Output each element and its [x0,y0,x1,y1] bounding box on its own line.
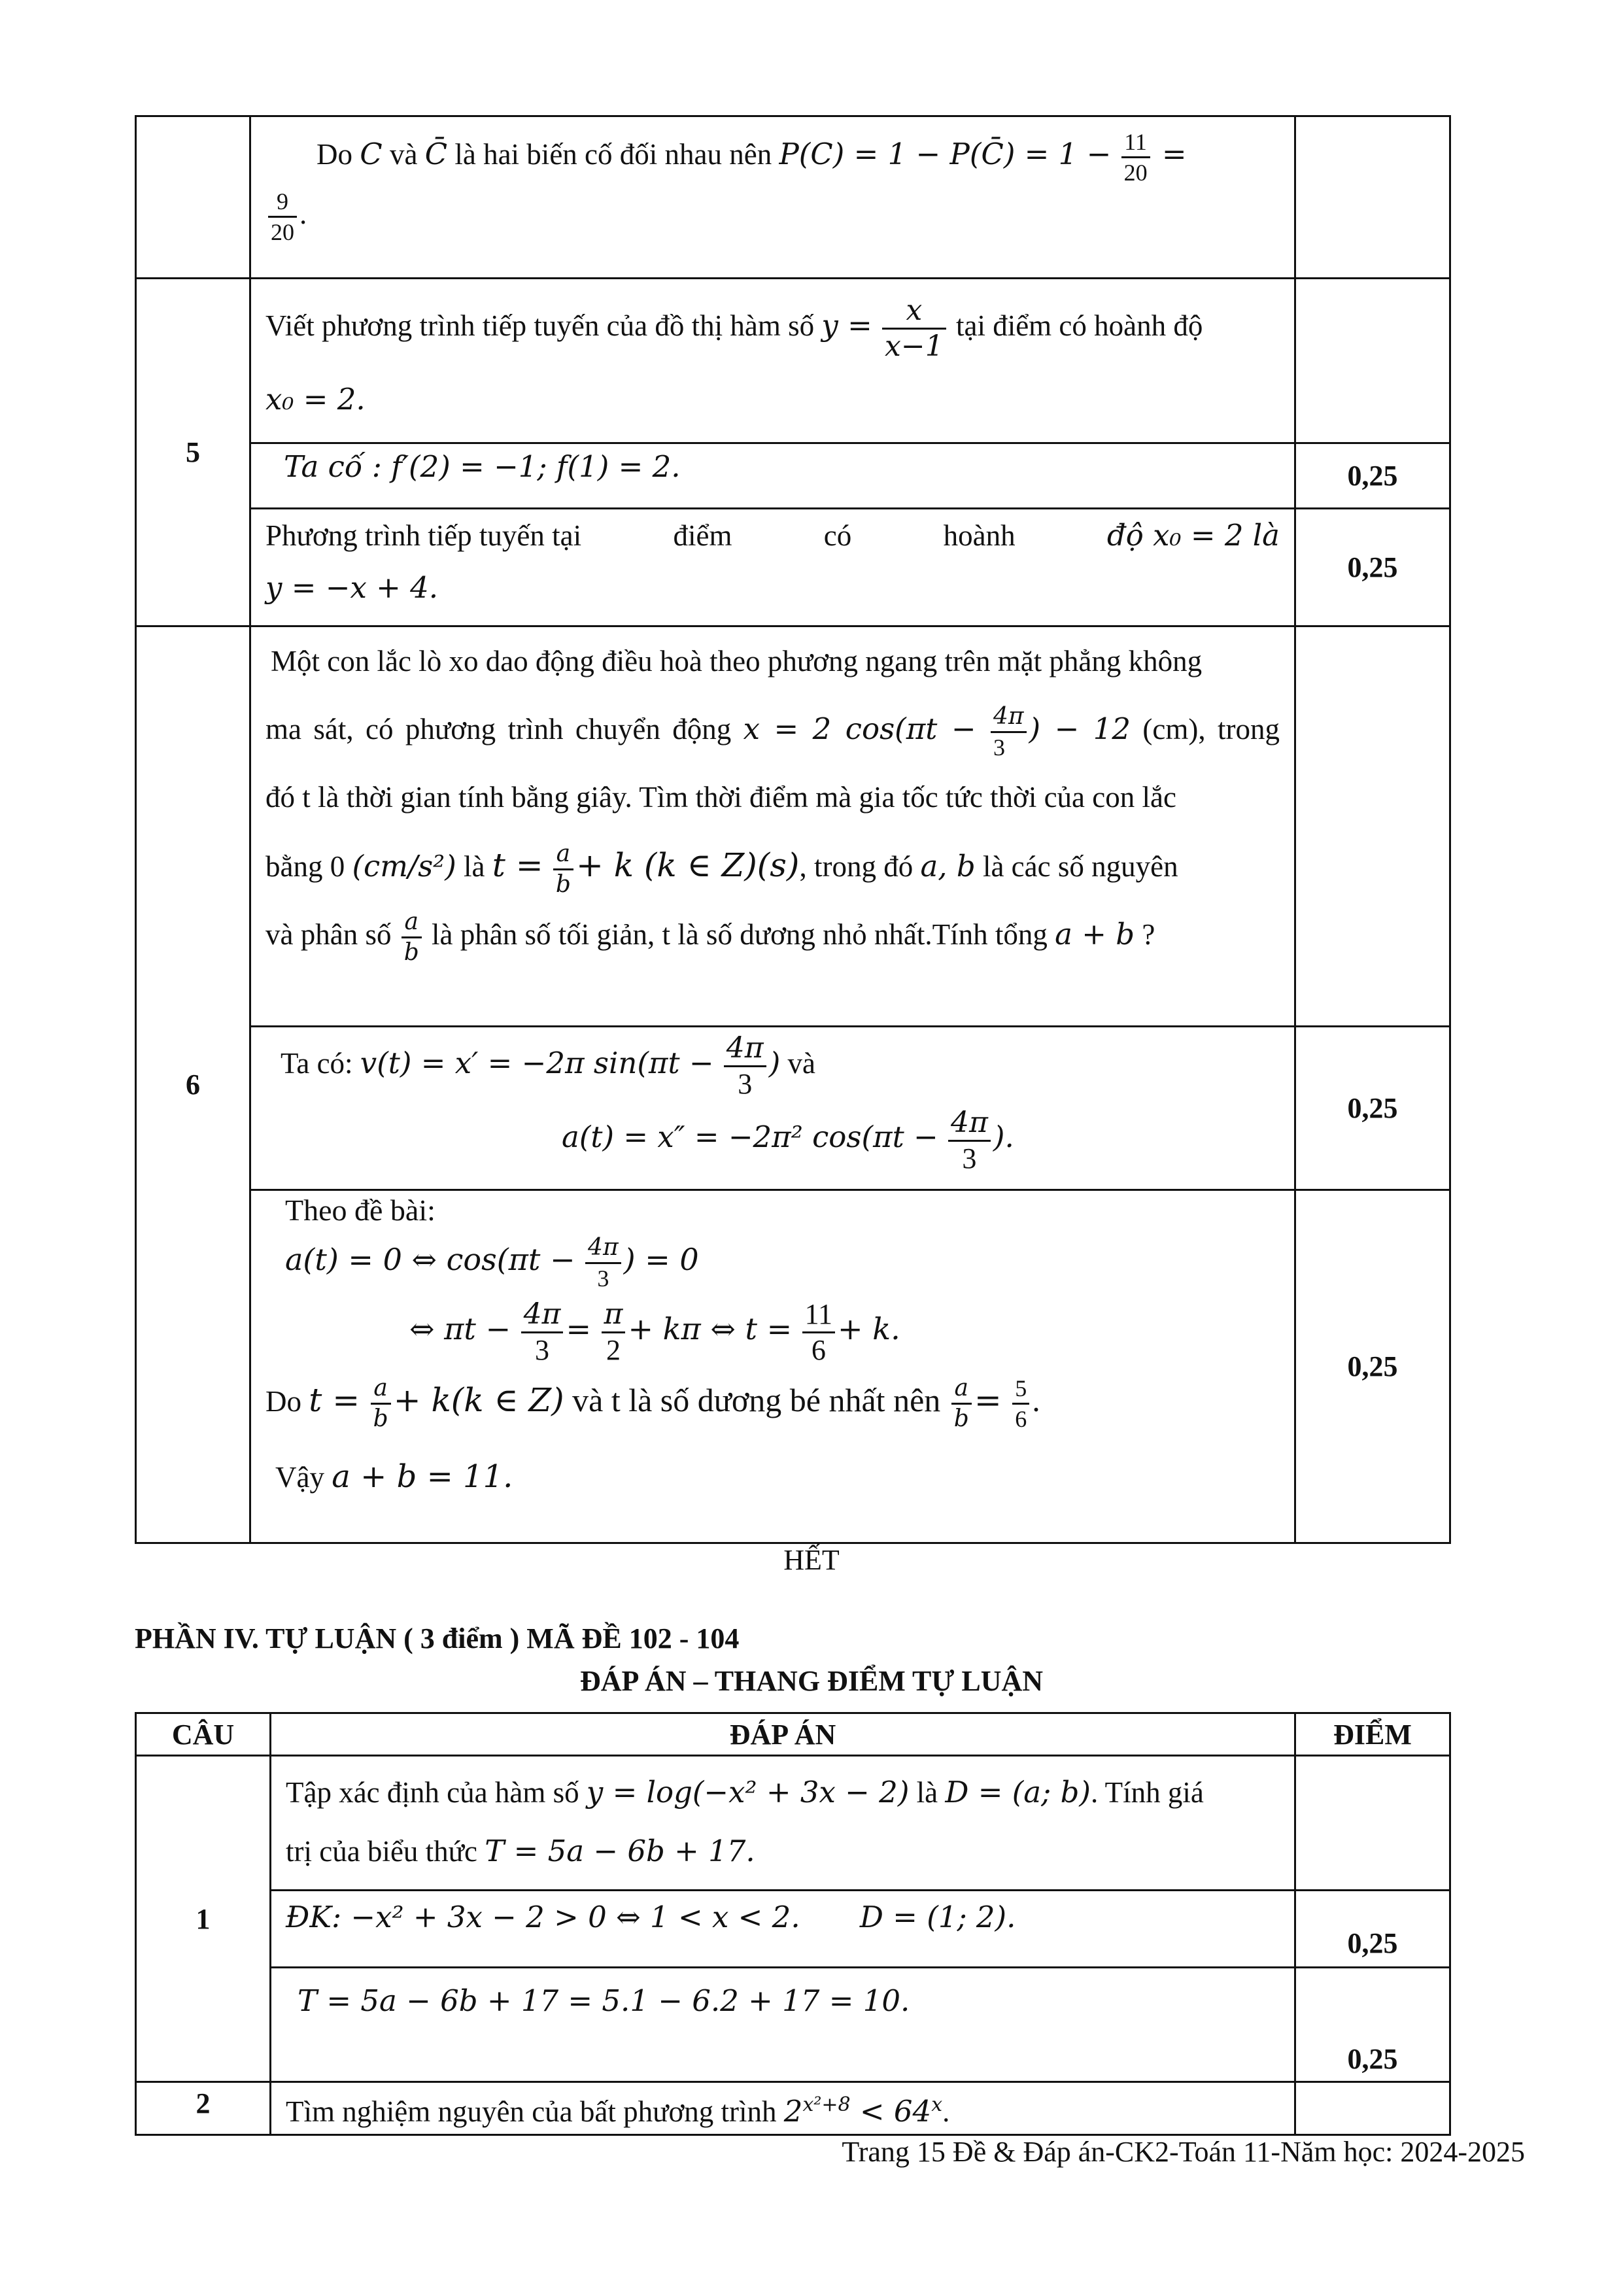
t2q1-step1-cell: ĐK: −x² + 3x − 2 > 0 ⇔ 1 < x < 2. D = (1; 2). [271,1891,1295,1968]
t2q2-statement-cell: Tìm nghiệm nguyên của bất phương trình $2^{x^2+8} < 64^x$. [271,2082,1295,2135]
table-row-t2q1-step2 [136,1968,1450,2082]
table-row-q6-step1 [136,1027,1450,1190]
header-cau: CÂU [136,1713,271,1756]
fraction-11-20: $\frac{11}{20}$ [1121,128,1150,187]
t2-question-number-1: 1 [136,1756,271,2082]
table-row-q5-statement [136,279,1450,443]
table-row-q6-statement [136,626,1450,1027]
question-number-5: 5 [136,279,250,626]
q5-statement-cell: Viết phương trình tiếp tuyến của đồ thị hàm số y = $\frac{x}{x-1}$ tại điểm có hoành độ x₀ = 2. [250,279,1295,443]
section-title: PHẦN IV. TỰ LUẬN ( 3 điểm ) MÃ ĐỀ 102 - 104 [135,1622,740,1654]
table-row-t2q1-statement [136,1756,1450,1891]
q6-statement-cell: Một con lắc lò xo dao động điều hoà theo phương ngang trên mặt phẳng không ma sát, có phương trình chuyển động x = 2 cos(πt − $\frac{4\pi}{3}$ ) − 12 (cm), trong đó t là thời gian tính bằng giây. Tìm thời điểm mà gia tốc tức thời của con lắc bằng 0 (cm/s²) là t = $\frac{a}{b}$ + k (k ∈ Z)(s), trong đó a, b là các số nguyên và phân số $\frac{a}{b}$ là phân số tối giản, t là số dương nhỏ nhất.Tính tổng a + b ? [250,626,1295,1027]
q5-step1-cell: Ta cố : f′(2) = −1; f(1) = 2. [250,443,1295,509]
fraction-9-20: $\frac{9}{20}$ [268,187,297,247]
question-number-6: 6 [136,626,250,1543]
t2q1-step1-points: 0,25 [1295,1891,1450,1968]
t2q1-statement-cell: Tập xác định của hàm số y = log(−x² + 3x − 2) là D = (a; b). Tính giá trị của biểu thức T = 5a − 6b + 17. [271,1756,1295,1891]
table-header-row [136,1713,1450,1756]
section-subtitle: ĐÁP ÁN – THANG ĐIỂM TỰ LUẬN [579,1665,1044,1697]
t2-question-number-2: 2 [136,2082,271,2135]
q4-cont-cell: Do C và C̄ là hai biến cố đối nhau nên P(C) = 1 − P(C̄) = 1 − $\frac{11}{20}$ = $\frac{9}{20}$ . [250,116,1295,279]
page-footer: Trang 15 Đề & Đáp án-CK2-Toán 11-Năm học: 2024-2025 [842,2136,1525,2168]
q6-step1-cell: Ta có: v(t) = x′ = −2π sin(πt − $\frac{4\pi}{3}$ ) và a(t) = x″ = −2π² cos(πt − $\frac{4\pi}{3}$ ). [250,1027,1295,1190]
table-row-q5-step1 [136,443,1450,509]
table-row-t2q1-step1 [136,1891,1450,1968]
table-row-q5-step2 [136,509,1450,626]
table-row-t2q2-statement [136,2082,1450,2135]
fraction-x-over-x-minus-1: $\frac{x}{x-1}$ [882,294,946,364]
q6-step2-points: 0,25 [1295,1190,1450,1543]
t2q1-step2-cell: T = 5a − 6b + 17 = 5.1 − 6.2 + 17 = 10. [271,1968,1295,2082]
header-diem: ĐIỂM [1295,1713,1450,1756]
header-dapan: ĐÁP ÁN [271,1713,1295,1756]
answer-table-part4 [135,1712,1451,2136]
q6-step1-points: 0,25 [1295,1027,1450,1190]
q5-step2-points: 0,25 [1295,509,1450,626]
t2q1-step2-points: 0,25 [1295,1968,1450,2082]
end-marker: HẾT [783,1544,840,1576]
q5-step2-cell: Phương trình tiếp tuyến tại điểm có hoành độ x₀ = 2 là y = −x + 4. [250,509,1295,626]
q6-step2-cell: Theo đề bài: a(t) = 0 ⇔ cos(πt − $\frac{4\pi}{3}$ ) = 0 ⇔ πt − $\frac{4\pi}{3}$ = $\frac{\pi}{2}$ + kπ ⇔ t = $\frac{11}{6}$ + k. Do t = $\frac{a}{b}$ + k(k ∈ Z) và t là số dương bé nhất nên $\frac{a}{b}$ = $\frac{5}{6}$ . Vậy a + b = 11. [250,1190,1295,1543]
table-row-q6-step2 [136,1190,1450,1543]
answer-table-part1 [135,115,1451,1544]
q5-step1-points: 0,25 [1295,443,1450,509]
table-row-q4-cont [136,116,1450,279]
